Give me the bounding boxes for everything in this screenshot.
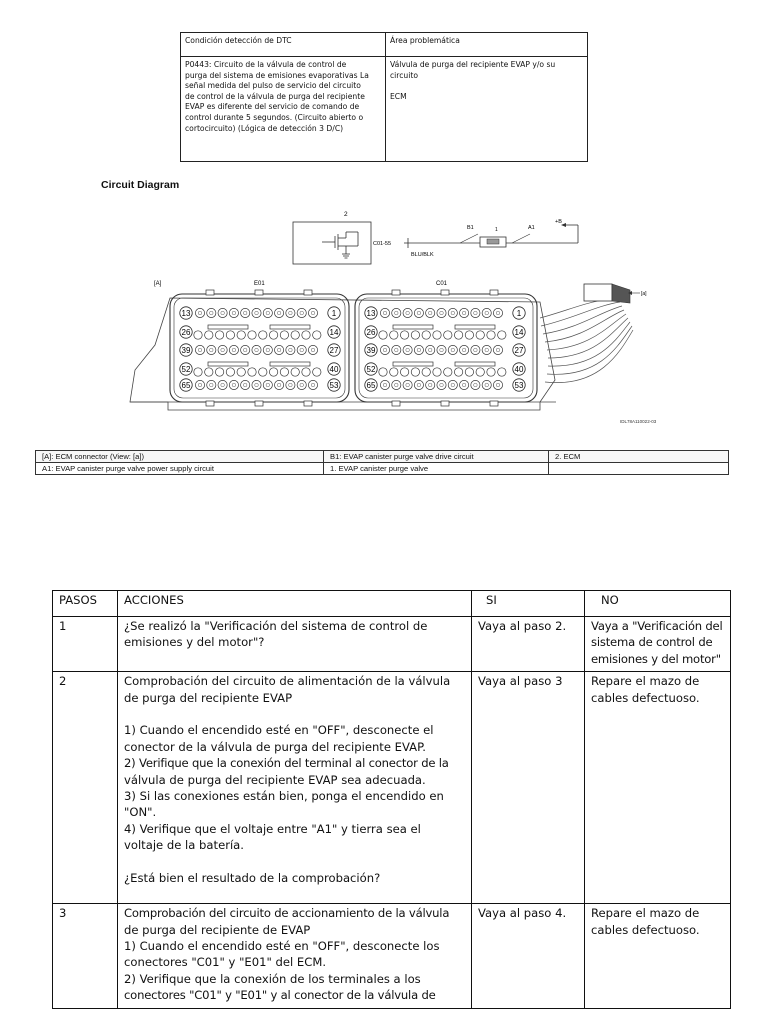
connector-pin bbox=[195, 308, 204, 317]
table-row bbox=[53, 672, 731, 904]
step-action-line: voltaje de la batería. bbox=[124, 838, 244, 853]
step-question: ¿Está bien el resultado de la comprobación? bbox=[124, 871, 381, 886]
connector-pin bbox=[437, 380, 446, 389]
key-slot bbox=[270, 362, 310, 366]
dtc-area-cell bbox=[386, 57, 588, 162]
dtc-area-line: circuito bbox=[390, 70, 418, 80]
connector-pin bbox=[422, 331, 430, 339]
step-action-line: 3) Si las conexiones están bien, ponga el encendido en bbox=[124, 789, 444, 804]
connector-pin bbox=[275, 308, 284, 317]
connector-pin bbox=[426, 380, 435, 389]
connector-pin bbox=[487, 368, 495, 376]
connector-pin bbox=[252, 380, 261, 389]
connector-pin bbox=[226, 331, 234, 339]
connector-pin bbox=[195, 345, 204, 354]
connector-pin bbox=[403, 308, 412, 317]
connector-pin bbox=[308, 345, 317, 354]
circuit-diagram-title: Circuit Diagram bbox=[101, 179, 180, 191]
connector-pin bbox=[482, 308, 491, 317]
dtc-table bbox=[180, 32, 588, 162]
pin-number: 14 bbox=[329, 328, 339, 337]
step-no-line: cables defectuoso. bbox=[591, 922, 700, 937]
connector-pin bbox=[302, 368, 310, 376]
connector-pin bbox=[414, 380, 423, 389]
connector-pin bbox=[205, 331, 213, 339]
connector-pin bbox=[433, 331, 441, 339]
connector-pin bbox=[448, 308, 457, 317]
connector-pin bbox=[313, 368, 321, 376]
key-slot bbox=[208, 325, 248, 329]
step-no-line: cables defectuoso. bbox=[591, 690, 700, 705]
step-title-line: de purga del recipiente EVAP bbox=[124, 690, 293, 705]
connector-pin bbox=[286, 380, 295, 389]
step-action-line: conectores "C01" y "E01" y al conector de la válvula de bbox=[124, 988, 436, 1003]
step-action-line: de purga del recipiente de EVAP bbox=[124, 922, 311, 937]
pin-number: 53 bbox=[514, 381, 524, 390]
step-no-line: Vaya a "Verificación del bbox=[591, 619, 723, 633]
pin-number: 27 bbox=[329, 346, 339, 355]
step-action-line: 1) Cuando el encendido esté en "OFF", desconecte los bbox=[124, 939, 440, 954]
connector-pin bbox=[465, 368, 473, 376]
connector-pin bbox=[460, 380, 469, 389]
circuit-diagram bbox=[0, 200, 768, 445]
pin-number: 26 bbox=[181, 328, 191, 337]
connector-pin bbox=[400, 368, 408, 376]
connector-pin bbox=[482, 380, 491, 389]
connector-pin bbox=[414, 308, 423, 317]
steps-header-pasos: PASOS bbox=[53, 591, 118, 617]
valve-number-label: 1 bbox=[495, 227, 498, 233]
connector-pin bbox=[380, 308, 389, 317]
connector-pin bbox=[498, 331, 506, 339]
legend-cell: A1: EVAP canister purge valve power supply circuit bbox=[36, 463, 324, 475]
connector-pin bbox=[476, 331, 484, 339]
connector-pin bbox=[493, 380, 502, 389]
connector-pin bbox=[269, 331, 277, 339]
legend-cell: 2. ECM bbox=[549, 451, 729, 463]
connector-pin bbox=[259, 331, 267, 339]
connector-pin bbox=[471, 345, 480, 354]
connector-view-label: [A] bbox=[154, 281, 162, 287]
connector-pin bbox=[218, 308, 227, 317]
key-slot bbox=[455, 325, 495, 329]
key-slot bbox=[393, 362, 433, 366]
pin-number: 1 bbox=[516, 309, 522, 318]
connector-pin bbox=[241, 380, 250, 389]
steps-header-acciones: ACCIONES bbox=[118, 591, 472, 617]
dtc-condition-line: señal medida del pulso de servicio del circuito bbox=[185, 81, 361, 91]
connector-pin bbox=[390, 368, 398, 376]
connector-pin bbox=[275, 380, 284, 389]
connector-pin bbox=[252, 308, 261, 317]
step-action-line: 2) Verifique que la conexión del terminal al conector de la bbox=[124, 756, 449, 771]
connector-pin bbox=[229, 380, 238, 389]
dtc-header-area: Área problemática bbox=[386, 33, 588, 57]
dtc-condition-line: P0443: Circuito de la válvula de control de bbox=[185, 60, 347, 69]
pin-number: 1 bbox=[331, 309, 337, 318]
harness-wires bbox=[540, 298, 633, 383]
step-action bbox=[118, 617, 472, 672]
connector-pin bbox=[392, 380, 401, 389]
connector-pin bbox=[392, 345, 401, 354]
connector-pin bbox=[433, 368, 441, 376]
connector-pin bbox=[400, 331, 408, 339]
connector-pin bbox=[460, 308, 469, 317]
connector-pin bbox=[297, 308, 306, 317]
connector-pin bbox=[237, 331, 245, 339]
connector-pin bbox=[229, 308, 238, 317]
connector-pin bbox=[380, 380, 389, 389]
pin-number: 65 bbox=[366, 381, 376, 390]
connector-pin bbox=[444, 368, 452, 376]
connector-pin bbox=[403, 345, 412, 354]
terminal-label: C01-55 bbox=[373, 241, 392, 247]
pin-number: 26 bbox=[366, 328, 376, 337]
connector-pin bbox=[308, 380, 317, 389]
connector-pin bbox=[302, 331, 310, 339]
step-yes: Vaya al paso 3 bbox=[472, 672, 585, 904]
step-number: 2 bbox=[53, 672, 118, 904]
connector-pin bbox=[207, 345, 216, 354]
pin-number: 27 bbox=[514, 346, 524, 355]
dtc-condition-cell bbox=[181, 57, 386, 162]
connector-pin bbox=[263, 308, 272, 317]
pin-number: 13 bbox=[366, 309, 376, 318]
connector-pin bbox=[194, 331, 202, 339]
connector-pin bbox=[454, 368, 462, 376]
connector-pin bbox=[493, 308, 502, 317]
step-action-line: válvula de purga del recipiente EVAP sea adecuada. bbox=[124, 772, 426, 787]
connector-pin bbox=[426, 308, 435, 317]
connector-pin bbox=[248, 331, 256, 339]
key-slot bbox=[270, 325, 310, 329]
connector-pin bbox=[313, 331, 321, 339]
dtc-condition-line: de control de la válvula de purga del recipiente bbox=[185, 91, 365, 101]
connector-pin bbox=[207, 308, 216, 317]
step-no bbox=[585, 904, 731, 1008]
pin-number: 53 bbox=[329, 381, 339, 390]
legend-cell: 1. EVAP canister purge valve bbox=[324, 463, 549, 475]
connector-pins bbox=[180, 307, 525, 391]
b1-label: B1 bbox=[467, 225, 474, 231]
step-yes: Vaya al paso 2. bbox=[472, 617, 585, 672]
connector-pin bbox=[498, 368, 506, 376]
c01-label: C01 bbox=[436, 281, 448, 287]
connector-pin bbox=[195, 380, 204, 389]
transistor-icon bbox=[322, 232, 358, 258]
connector-pin bbox=[392, 308, 401, 317]
connector-pin bbox=[390, 331, 398, 339]
step-action bbox=[118, 904, 472, 1008]
table-row bbox=[53, 904, 731, 1008]
connector-pin bbox=[218, 345, 227, 354]
step-yes: Vaya al paso 4. bbox=[472, 904, 585, 1008]
connector-pin bbox=[403, 380, 412, 389]
step-action-line: conector de la válvula de purga del recipiente EVAP. bbox=[124, 739, 426, 754]
connector-pin bbox=[379, 368, 387, 376]
view-a-label: [a] bbox=[641, 291, 647, 297]
dtc-condition-line: purga del sistema de emisiones evaporativas La bbox=[185, 70, 369, 80]
connector-pin bbox=[194, 368, 202, 376]
step-action-line: conectores "C01" y "E01" del ECM. bbox=[124, 955, 327, 970]
step-action-line: 1) Cuando el encendido esté en "OFF", desconecte el bbox=[124, 723, 434, 738]
connector-pin bbox=[241, 308, 250, 317]
step-title-line: Comprobación del circuito de alimentación de la válvula bbox=[124, 674, 451, 689]
connector-pin bbox=[263, 380, 272, 389]
dtc-condition-line: control durante 5 segundos. (Circuito abierto o bbox=[185, 112, 364, 122]
step-no-line: sistema de control de bbox=[591, 635, 713, 650]
e01-label: E01 bbox=[254, 281, 265, 287]
key-slot bbox=[393, 325, 433, 329]
connector-pin bbox=[215, 331, 223, 339]
step-action-line: Comprobación del circuito de accionamiento de la válvula bbox=[124, 906, 450, 921]
table-row bbox=[53, 617, 731, 672]
connector-pin bbox=[437, 345, 446, 354]
step-no bbox=[585, 672, 731, 904]
ecm-box bbox=[293, 222, 371, 264]
connector-pin bbox=[460, 345, 469, 354]
dtc-area-line: Válvula de purga del recipiente EVAP y/o su bbox=[390, 60, 556, 69]
connector-pin bbox=[218, 380, 227, 389]
connector-pin bbox=[454, 331, 462, 339]
pin-number: 14 bbox=[514, 328, 524, 337]
step-no-line: emisiones y del motor" bbox=[591, 651, 721, 666]
connector-pin bbox=[437, 308, 446, 317]
dtc-area-ecm: ECM bbox=[390, 91, 407, 101]
plus-b-label: +B bbox=[555, 219, 562, 225]
diagnostic-steps-table bbox=[52, 590, 731, 1009]
connector-pin bbox=[248, 368, 256, 376]
wire-color-label: BLU/BLK bbox=[411, 252, 434, 258]
connector-pin bbox=[269, 368, 277, 376]
dtc-condition-line: EVAP es diferente del servicio de comando de bbox=[185, 102, 360, 112]
connector-pin bbox=[444, 331, 452, 339]
a1-label: A1 bbox=[528, 225, 535, 231]
step-no bbox=[585, 617, 731, 672]
pin-number: 40 bbox=[514, 365, 524, 374]
step-number: 1 bbox=[53, 617, 118, 672]
connector-pin bbox=[259, 368, 267, 376]
connector-pin bbox=[471, 380, 480, 389]
connector-pin bbox=[487, 331, 495, 339]
connector-pin bbox=[297, 380, 306, 389]
connector-pin bbox=[422, 368, 430, 376]
connector-pin bbox=[471, 308, 480, 317]
connector-view-icon bbox=[584, 284, 612, 301]
legend-cell: [A]: ECM connector (View: [a]) bbox=[36, 451, 324, 463]
pin-number: 40 bbox=[329, 365, 339, 374]
connector-pin bbox=[237, 368, 245, 376]
connector-pin bbox=[215, 368, 223, 376]
connector-pin bbox=[275, 345, 284, 354]
dtc-condition-line: cortocircuito) (Lógica de detección 3 D/C) bbox=[185, 123, 344, 133]
connector-pin bbox=[291, 331, 299, 339]
connector-pin bbox=[476, 368, 484, 376]
connector-pin bbox=[252, 345, 261, 354]
connector-pin bbox=[229, 345, 238, 354]
ecm-number-label: 2 bbox=[344, 211, 348, 218]
dtc-header-condition: Condición detección de DTC bbox=[181, 33, 386, 57]
step-action-line: 4) Verifique que el voltaje entre "A1" y tierra sea el bbox=[124, 821, 421, 836]
steps-header-si: SI bbox=[472, 591, 585, 617]
connector-pin bbox=[380, 345, 389, 354]
connector-pin bbox=[205, 368, 213, 376]
connector-pin bbox=[414, 345, 423, 354]
step-action-line: 2) Verifique que la conexión de los terminales a los bbox=[124, 971, 421, 986]
connector-pin bbox=[426, 345, 435, 354]
connector-pin bbox=[286, 308, 295, 317]
pin-number: 65 bbox=[181, 381, 191, 390]
connector-pin bbox=[280, 368, 288, 376]
pin-number: 52 bbox=[366, 365, 376, 374]
connector-pin bbox=[291, 368, 299, 376]
step-action bbox=[118, 672, 472, 904]
connector-pin bbox=[493, 345, 502, 354]
connector-pin bbox=[207, 380, 216, 389]
connector-pin bbox=[411, 368, 419, 376]
key-slot bbox=[455, 362, 495, 366]
connector-pin bbox=[308, 308, 317, 317]
connector-pin bbox=[297, 345, 306, 354]
connector-pin bbox=[263, 345, 272, 354]
pin-number: 52 bbox=[181, 365, 191, 374]
pin-number: 39 bbox=[366, 346, 376, 355]
step-no-line: Repare el mazo de bbox=[591, 906, 700, 921]
connector-pin bbox=[411, 331, 419, 339]
legend-cell bbox=[549, 463, 729, 475]
step-action-line: "ON". bbox=[124, 805, 157, 820]
key-slot bbox=[208, 362, 248, 366]
step-number: 3 bbox=[53, 904, 118, 1008]
connector-pin bbox=[226, 368, 234, 376]
diagram-legend-table bbox=[35, 450, 729, 475]
connector-pin bbox=[241, 345, 250, 354]
connector-pin bbox=[465, 331, 473, 339]
legend-cell: B1: EVAP canister purge valve drive circuit bbox=[324, 451, 549, 463]
connector-pin bbox=[482, 345, 491, 354]
pin-number: 39 bbox=[181, 346, 191, 355]
connector-pin bbox=[286, 345, 295, 354]
step-action-line: ¿Se realizó la "Verificación del sistema de control de bbox=[124, 619, 428, 633]
step-no-line: Repare el mazo de bbox=[591, 674, 700, 689]
connector-pin bbox=[280, 331, 288, 339]
steps-header-no: NO bbox=[585, 591, 731, 617]
connector-pin bbox=[448, 380, 457, 389]
connector-pin bbox=[448, 345, 457, 354]
step-action-line: emisiones y del motor"? bbox=[124, 635, 265, 650]
image-code: IDL78A110022-03 bbox=[620, 419, 657, 424]
pin-number: 13 bbox=[181, 309, 191, 318]
connector-pin bbox=[379, 331, 387, 339]
